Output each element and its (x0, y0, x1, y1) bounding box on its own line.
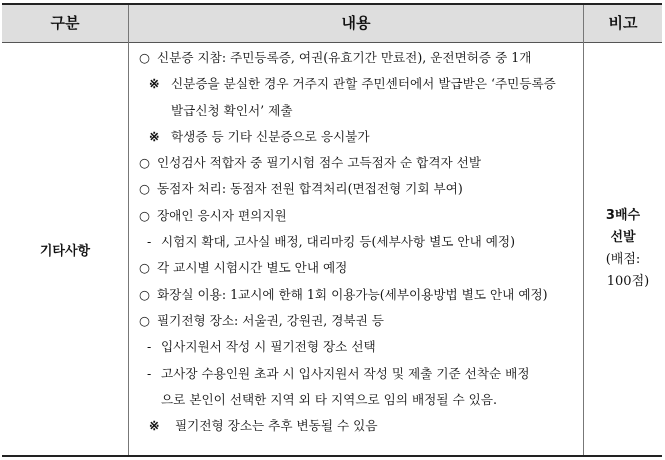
reference-marker: ※ (149, 418, 160, 434)
bullet-marker: ○ (139, 181, 150, 197)
note-selection: 선발 (610, 230, 636, 245)
bullet-marker: ○ (139, 50, 150, 65)
list-item-text: 필기전형 장소는 추후 변동될 수 있음 (171, 418, 378, 434)
list-item (129, 45, 581, 71)
info-table (2, 3, 662, 457)
list-item-text: 입사지원서 작성 시 필기전형 장소 선택 (161, 339, 376, 355)
header-content: 내용 (341, 14, 371, 32)
category-cell: 기타사항 (39, 243, 91, 259)
list-item-text: 시험지 확대, 고사실 배정, 대리마킹 등(세부사항 별도 안내 예정) (161, 234, 515, 250)
list-item-text: 화장실 이용: 1교시에 한해 1회 이용가능(세부이용방법 별도 안내 예정) (157, 286, 548, 302)
list-item-text: 장애인 응시자 편의지원 (157, 207, 287, 223)
list-item-text: 신분증 지참: 주민등록증, 여권(유효기간 만료전), 운전면허증 중 1개 (157, 50, 532, 65)
list-item-continuation (129, 98, 581, 124)
list-item (129, 124, 581, 150)
list-item (129, 203, 581, 229)
note-score-value: 100점) (606, 274, 650, 289)
bullet-marker: ○ (139, 155, 150, 171)
list-item-text: 발급신청 확인서’ 제출 (171, 102, 293, 118)
list-item-continuation (129, 387, 581, 413)
note-ratio: 3배수 (605, 208, 641, 223)
list-item-text: 인성검사 적합자 중 필기시험 점수 고득점자 순 합격자 선발 (157, 155, 481, 171)
dash-marker: - (147, 339, 152, 355)
list-item (129, 282, 581, 308)
list-item (129, 308, 581, 334)
list-item (129, 229, 581, 255)
list-item-text: 각 교시별 시험시간 별도 안내 예정 (157, 260, 348, 276)
note-score-label: (배점: (605, 252, 641, 267)
list-item (129, 255, 581, 281)
list-item-text: 동점자 처리: 동점자 전원 합격처리(면접전형 기회 부여) (157, 181, 463, 197)
reference-marker: ※ (149, 76, 160, 92)
list-item-text: 신분증을 분실한 경우 거주지 관할 주민센터에서 발급받은 ‘주민등록증 (171, 76, 556, 92)
list-item (129, 176, 581, 202)
bullet-marker: ○ (139, 286, 150, 302)
list-item-text: 고사장 수용인원 초과 시 입사지원서 작성 및 제출 기준 선착순 배정 (161, 365, 530, 381)
list-item-text: 학생증 등 기타 신분증으로 응시불가 (171, 128, 370, 144)
table-header (2, 5, 662, 43)
bullet-marker: ○ (139, 312, 150, 328)
note-cell (584, 43, 662, 455)
dash-marker: - (147, 365, 152, 381)
list-item-text: 으로 본인이 선택한 지역 외 타 지역으로 임의 배정될 수 있음. (161, 391, 498, 407)
list-item (129, 361, 581, 387)
bullet-marker: ○ (139, 207, 150, 223)
content-cell (129, 45, 581, 439)
list-item (129, 334, 581, 360)
header-note: 비고 (608, 14, 638, 32)
list-item (129, 413, 581, 439)
list-item (129, 71, 581, 97)
list-item (129, 150, 581, 176)
dash-marker: - (147, 234, 152, 250)
header-category: 구분 (50, 14, 80, 32)
reference-marker: ※ (149, 128, 160, 144)
bullet-marker: ○ (139, 260, 150, 276)
list-item-text: 필기전형 장소: 서울권, 강원권, 경북권 등 (157, 312, 384, 328)
